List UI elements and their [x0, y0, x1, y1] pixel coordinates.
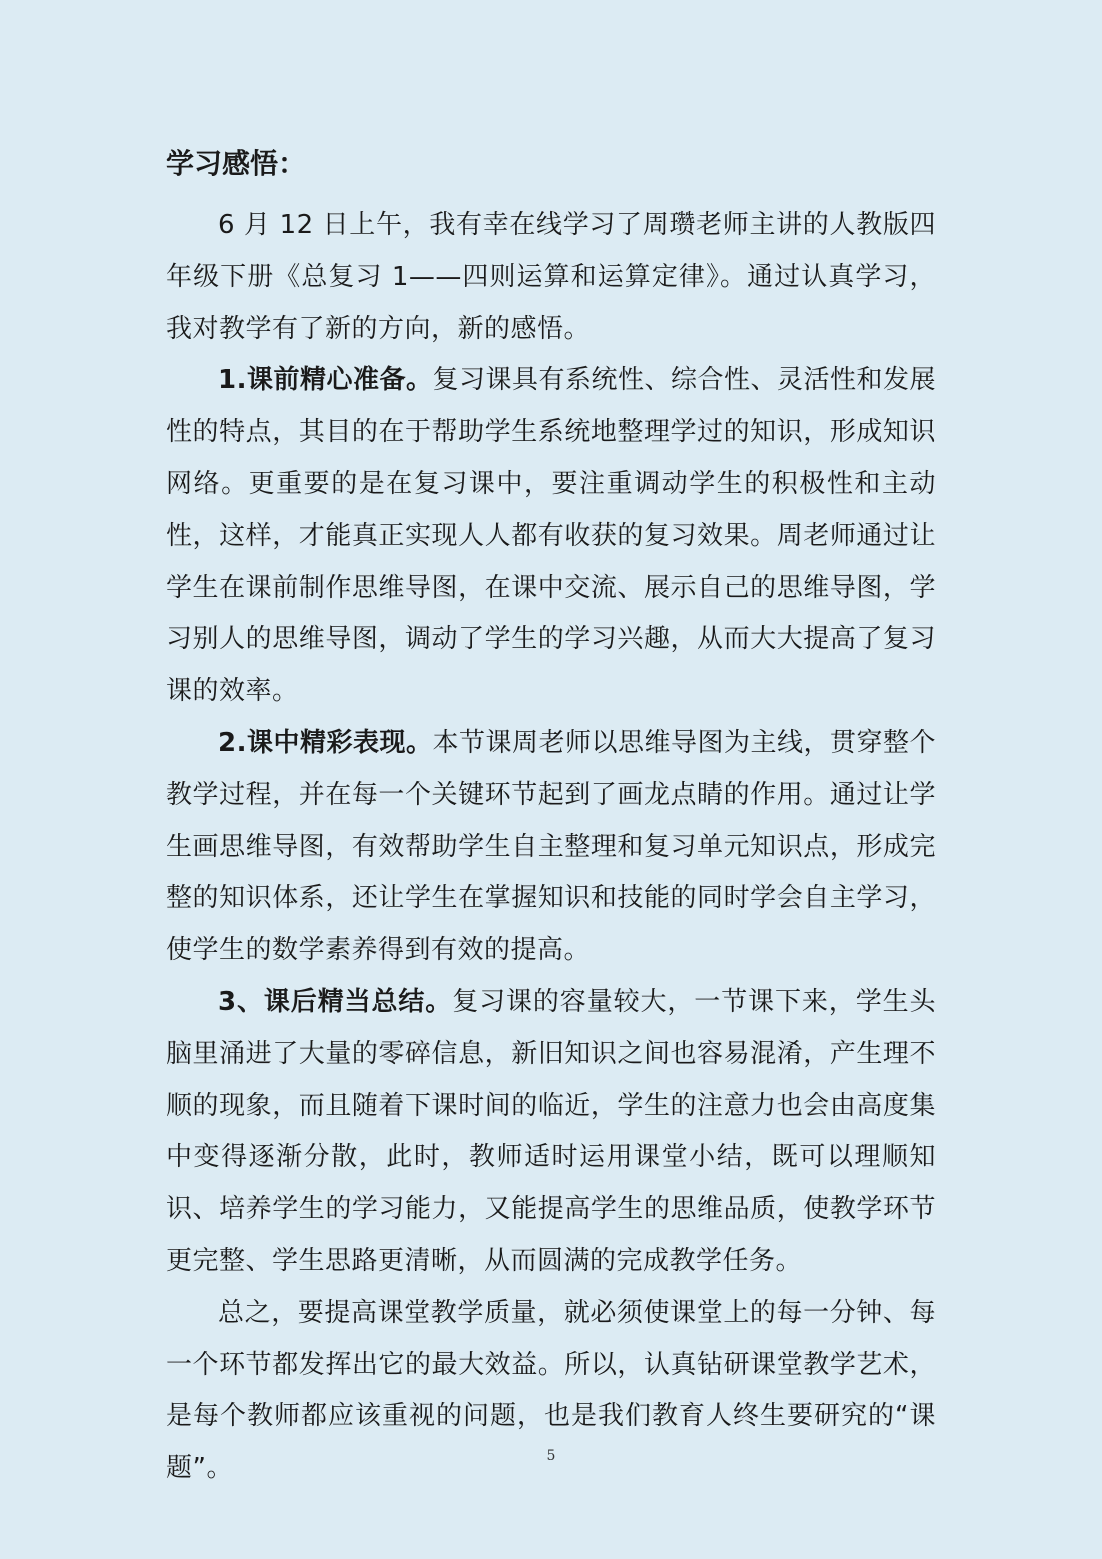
section-heading: 学习感悟： [166, 147, 307, 180]
document-body [166, 140, 936, 1495]
paragraph-text: 复习课具有系统性、综合性、灵活性和发展性的特点，其目的在于帮助学生系统地整理学过的知识，形成知识网络。更重要的是在复习课中，要注重调动学生的积极性和主动性，这样，才能真正实现人人都有收获的复习效果。周老师通过让学生在课前制作思维导图，在课中交流、展示自己的思维导图，学习别人的思维导图，调动了学生的学习兴趣，从而大大提高了复习课的效率。 [166, 365, 936, 707]
page-number: 5 [546, 1448, 556, 1464]
paragraph-text: 复习课的容量较大，一节课下来，学生头脑里涌进了大量的零碎信息，新旧知识之间也容易混淆，产生理不顺的现象，而且随着下课时间的临近，学生的注意力也会由高度集中变得逐渐分散，此时，教师适时运用课堂小结，既可以理顺知识、培养学生的学习能力，又能提高学生的思维品质，使教学环节更完整、学生思路更清晰，从而圆满的完成教学任务。 [166, 986, 936, 1276]
paragraph-intro [166, 200, 936, 355]
paragraph-point-3 [166, 977, 936, 1288]
paragraph-text: 本节课周老师以思维导图为主线，贯穿整个教学过程，并在每一个关键环节起到了画龙点睛的作用。通过让学生画思维导图，有效帮助学生自主整理和复习单元知识点，形成完整的知识体系，还让学生在掌握知识和技能的同时学会自主学习，使学生的数学素养得到有效的提高。 [166, 727, 936, 966]
paragraph-text: 总之，要提高课堂教学质量，就必须使课堂上的每一分钟、每一个环节都发挥出它的最大效益。所以，认真钻研课堂教学艺术，是每个教师都应该重视的问题，也是我们教育人终生要研究的“课题”。 [166, 1297, 936, 1484]
paragraph-lead: 1.课前精心准备。 [218, 365, 433, 396]
paragraph-lead: 3、课后精当总结。 [218, 986, 453, 1017]
paragraph-point-2 [166, 718, 936, 977]
paragraph-point-1 [166, 355, 936, 718]
paragraph-text: 6 月 12 日上午，我有幸在线学习了周瓒老师主讲的人教版四年级下册《总复习 1——四则运算和运算定律》。通过认真学习，我对教学有了新的方向，新的感悟。 [166, 210, 936, 344]
paragraph-lead: 2.课中精彩表现。 [218, 727, 433, 758]
